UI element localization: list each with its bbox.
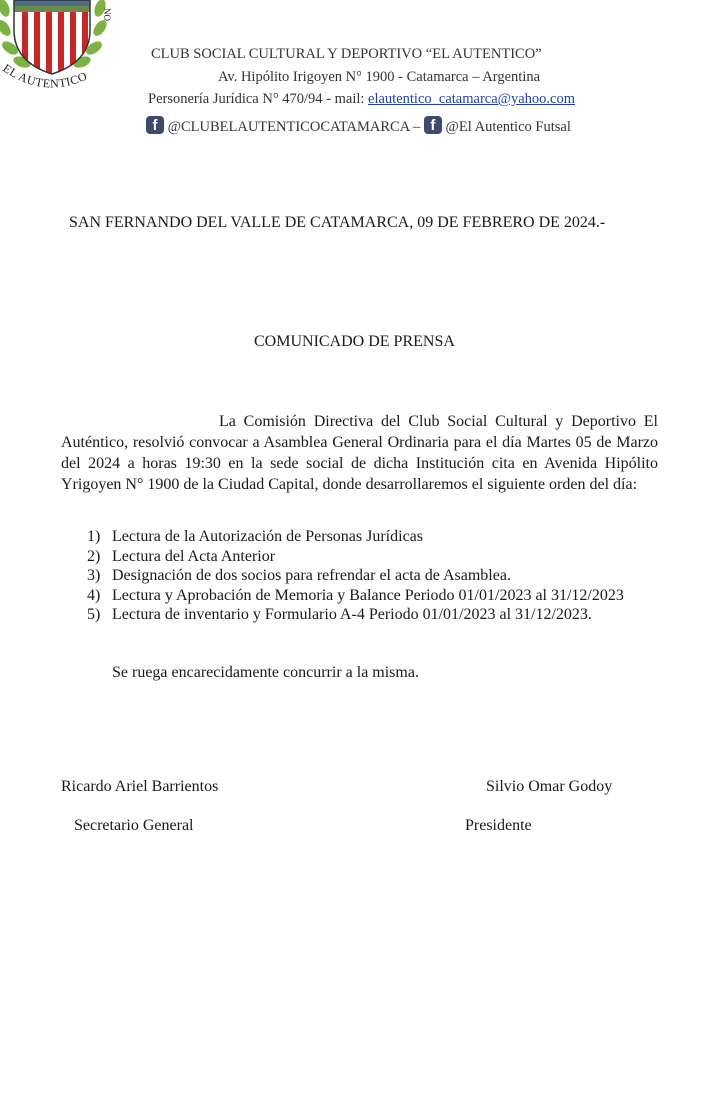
facebook-icon: f xyxy=(424,116,442,134)
facebook-icon: f xyxy=(146,116,164,134)
social-line xyxy=(146,116,571,136)
legal-registration: Personería Jurídica N° 470/94 - mail: xyxy=(148,91,369,107)
email-link[interactable]: elautentico_catamarca@yahoo.com xyxy=(368,91,576,107)
club-logo xyxy=(0,0,112,100)
agenda-list xyxy=(87,527,624,625)
list-item: 4) Lectura y Aprobación de Memoria y Balance Periodo 01/01/2023 al 31/12/2023 xyxy=(87,586,624,604)
closing-line: Se ruega encarecidamente concurrir a la misma. xyxy=(112,664,419,681)
club-address: Av. Hipólito Irigoyen N° 1900 - Catamarca – Argentina xyxy=(218,69,541,85)
signature-right-title: Presidente xyxy=(465,817,532,834)
club-name: CLUB SOCIAL CULTURAL Y DEPORTIVO “EL AUTENTICO” xyxy=(151,46,542,62)
intro-paragraph: La Comisión Directiva del Club Social Cultural y Deportivo El Auténtico, resolvió convocar a Asamblea General Ordinaria para el día Martes 05 de Marzo del 2024 a horas 19:30 en la sede social de dicha Institución cita en Avenida Hipólito Yrigoyen N° 1900 de la Ciudad Capital, donde desarrollaremos el siguiente orden del día: xyxy=(61,413,658,493)
logo-text: EL AUTENTICO xyxy=(0,60,90,91)
signature-left-title: Secretario General xyxy=(74,817,194,834)
list-item: 3) Designación de dos socios para refrendar el acta de Asamblea. xyxy=(87,567,511,584)
list-item: 5) Lectura de inventario y Formulario A-4 Periodo 01/01/2023 al 31/12/2023. xyxy=(87,606,592,623)
document-title: COMUNICADO DE PRENSA xyxy=(254,333,455,350)
signature-left-name: Ricardo Ariel Barrientos xyxy=(61,778,219,795)
legal-line xyxy=(148,91,575,108)
facebook-handle-1[interactable]: @CLUBELAUTENTICOCATAMARCA – xyxy=(167,119,421,135)
signature-right-name: Silvio Omar Godoy xyxy=(486,778,613,795)
facebook-handle-2[interactable]: @El Autentico Futsal xyxy=(445,119,571,135)
list-item: 1) Lectura de la Autorización de Personas Jurídicas xyxy=(87,528,423,545)
place-date: SAN FERNANDO DEL VALLE DE CATAMARCA, 09 DE FEBRERO DE 2024.- xyxy=(69,214,606,231)
list-item: 2) Lectura del Acta Anterior xyxy=(87,547,276,565)
svg-text:NO: NO xyxy=(102,8,112,21)
